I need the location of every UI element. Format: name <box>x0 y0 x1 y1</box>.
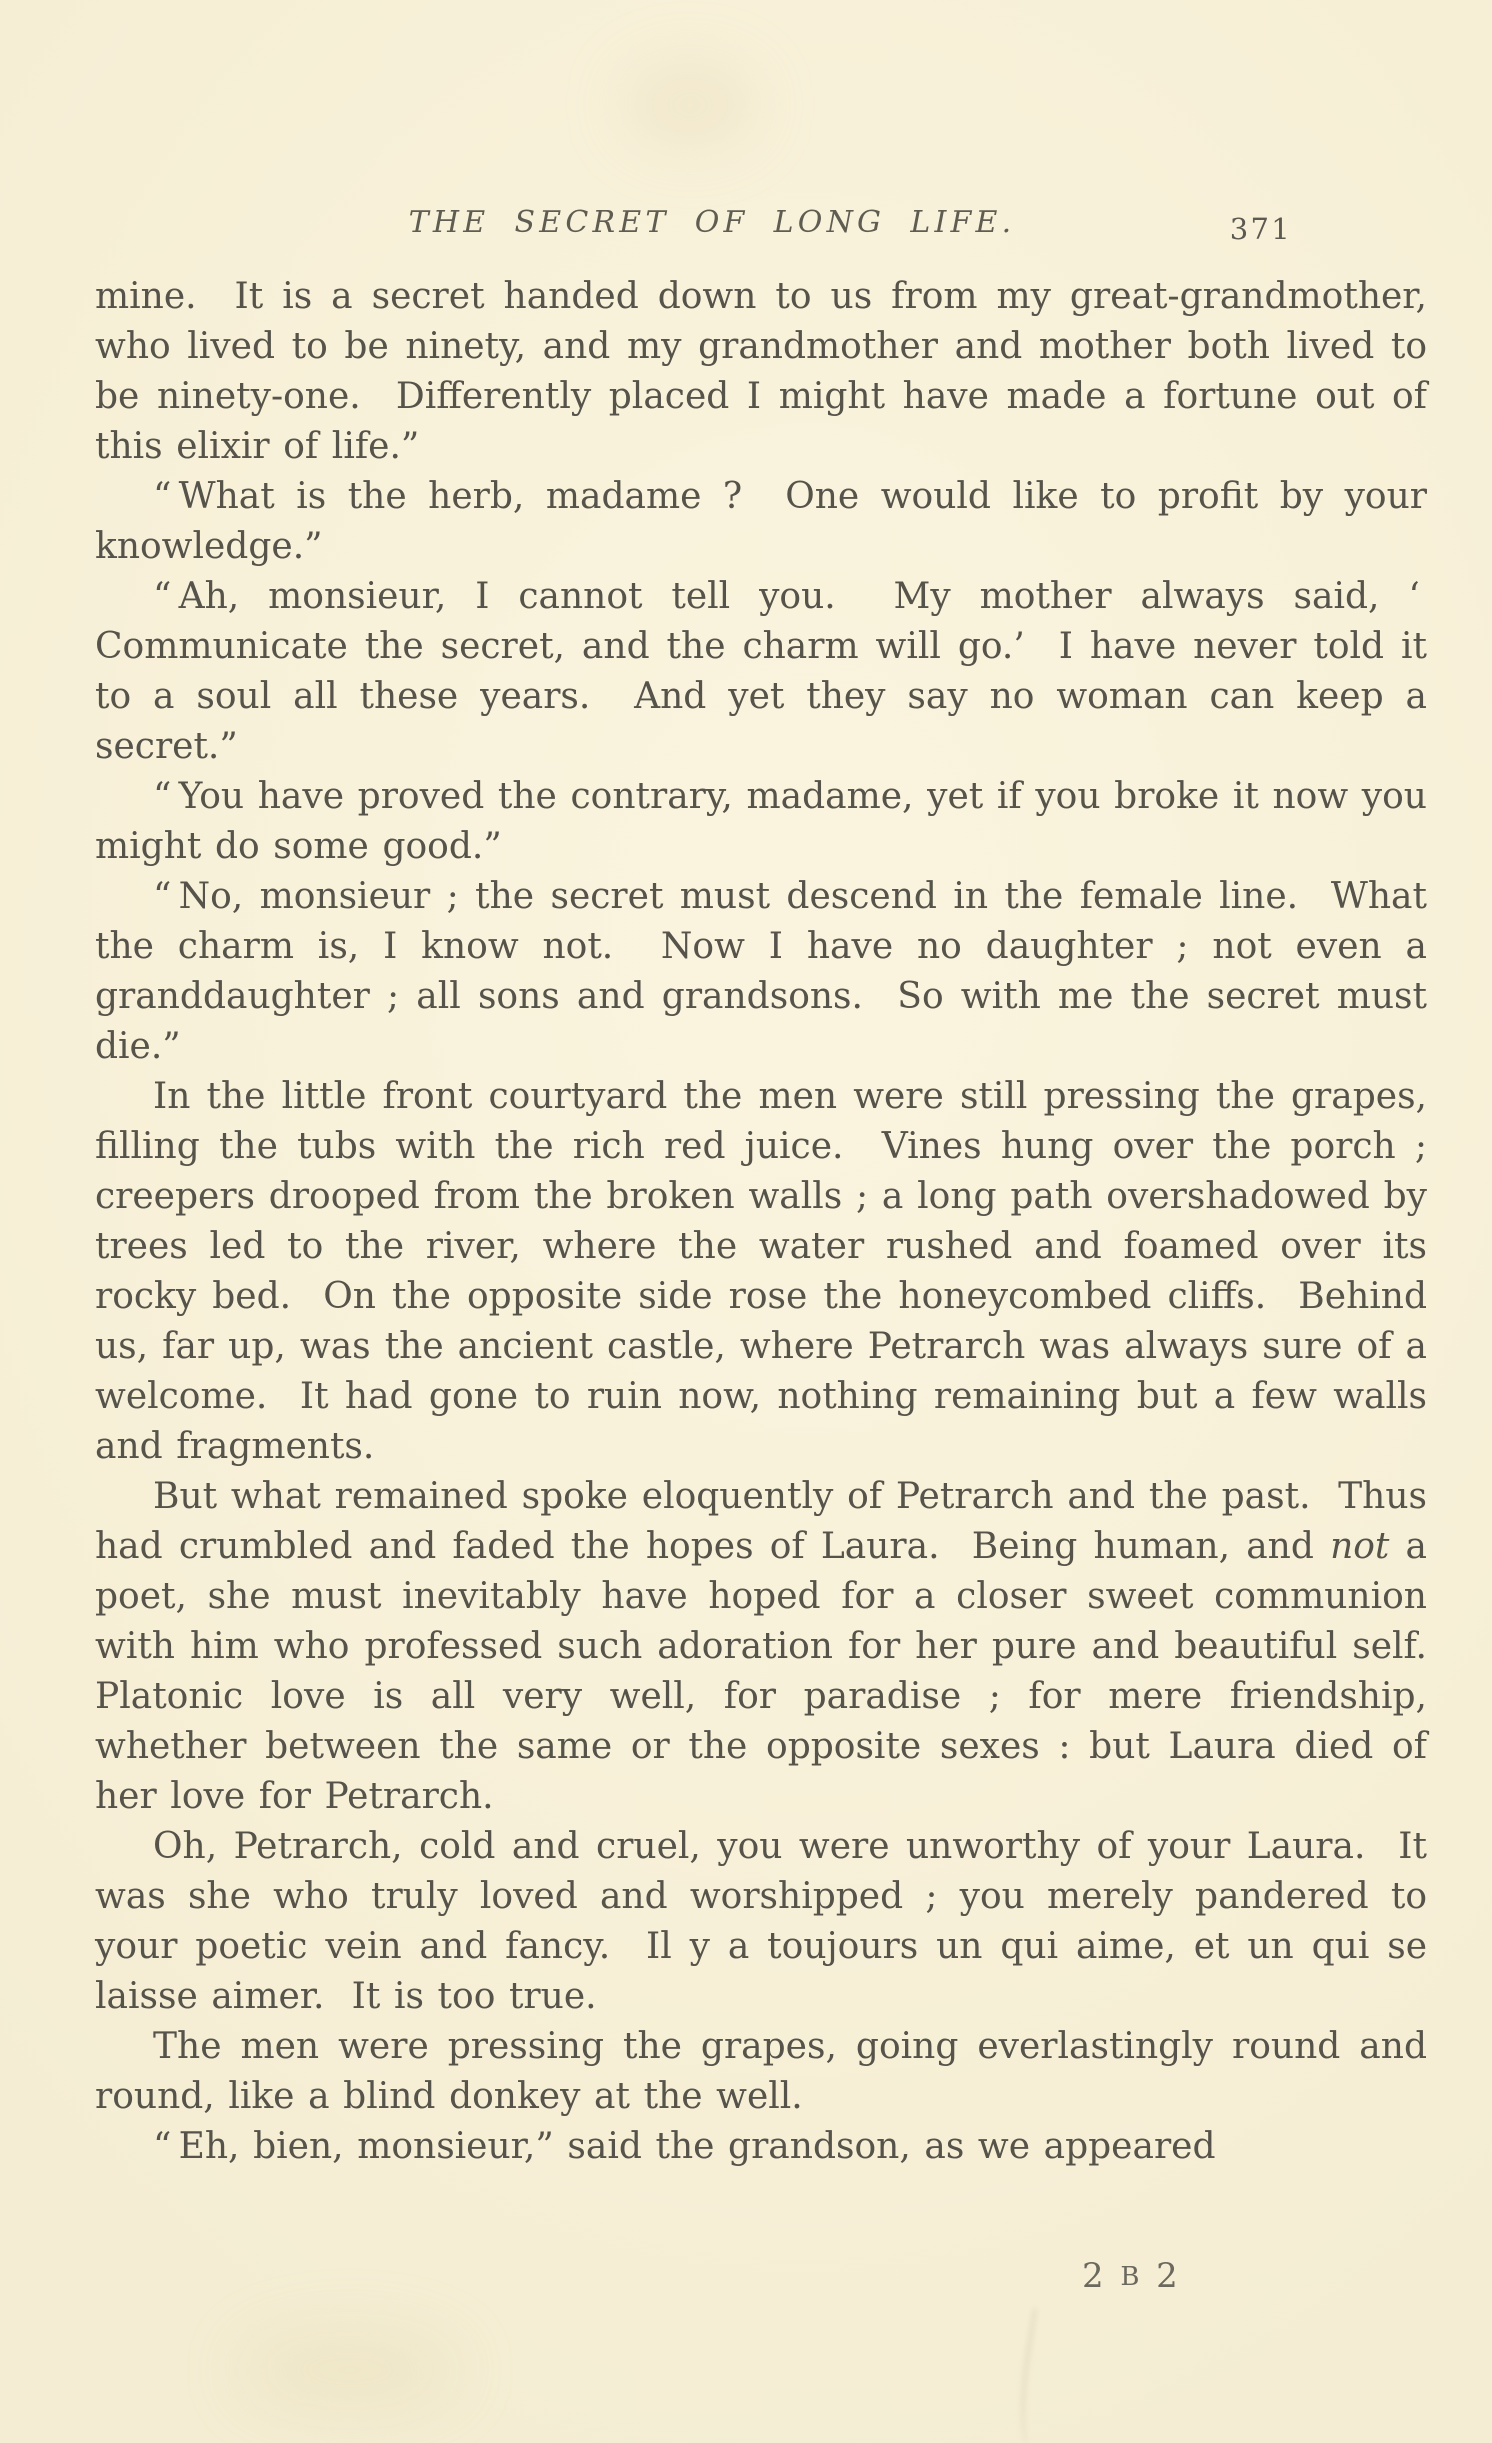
paragraph <box>95 272 1441 472</box>
paragraph <box>95 2022 1441 2122</box>
text-run: In the little front courtyard the men were still pressing the grapes, filling the tubs with the rich red juice. Vines hung over the porch ; creepers drooped from the broken walls ; a long path overshadowed by trees led to the river, where the water rushed and foamed over its rocky bed. On the opposite side rose the honeycombed cliffs. Behind us, far up, was the ancient castle, where Petrarch was always sure of a welcome. It had gone to ruin now, nothing remaining but a few walls and fragments. <box>95 1076 1441 1467</box>
paragraph <box>95 772 1441 872</box>
signature-letter: B <box>1120 2262 1141 2292</box>
text-run: “ Eh, bien, monsieur,” said the grandson, as we appeared <box>153 2126 1216 2167</box>
text-run: “ You have proved the contrary, madame, yet if you broke it now you might do some good.” <box>95 776 1441 867</box>
italic-text: not <box>1330 1526 1390 1567</box>
text-run: The men were pressing the grapes, going everlastingly round and round, like a blind donkey at the well. <box>95 2026 1441 2117</box>
paragraph <box>95 872 1441 1072</box>
paragraph <box>95 472 1441 572</box>
text-run: “ What is the herb, madame ? One would like to profit by your knowledge.” <box>95 476 1441 567</box>
text-run: Oh, Petrarch, cold and cruel, you were unworthy of your Laura. It was she who truly loved and worshipped ; you merely pandered to your poetic vein and fancy. Il y a toujours un qui aime, et un qui se laisse aimer. It is too true. <box>95 1826 1441 2017</box>
text-run: But what remained spoke eloquently of Petrarch and the past. Thus had crumbled and faded the hopes of Laura. Being human, and <box>95 1476 1441 1567</box>
text-run: a poet, she must inevitably have hoped for a closer sweet communion with him who professed such adoration for her pure and beautiful self. Platonic love is all very well, for paradise ; for mere friendship, whether between the same or the opposite sexes : but Laura died of her love for Petrarch. <box>95 1526 1455 1817</box>
paper-tone-spot <box>240 2330 460 2410</box>
paper-tone-spot <box>620 60 760 150</box>
paragraph <box>95 1072 1441 1472</box>
body-text <box>95 272 1455 2172</box>
paragraph <box>95 1472 1455 1822</box>
page-crease <box>1011 2309 1063 2443</box>
paragraph <box>95 572 1441 772</box>
page-number: 371 <box>1229 212 1292 246</box>
printers-signature <box>1082 2256 1178 2296</box>
text-run: “ Ah, monsieur, I cannot tell you. My mother always said, ‘ Communicate the secret, and the charm will go.’ I have never told it to a soul all these years. And yet they say no woman can keep a secret.” <box>95 576 1441 767</box>
running-title: THE SECRET OF LONG LIFE. <box>408 205 1016 240</box>
signature-numeral-right: 2 <box>1156 2256 1179 2296</box>
paragraph <box>95 2122 1427 2172</box>
page-header <box>95 205 1425 265</box>
signature-numeral-left: 2 <box>1082 2256 1105 2296</box>
text-run: “ No, monsieur ; the secret must descend in the female line. What the charm is, I know not. Now I have no daughter ; not even a granddaughter ; all sons and grandsons. So with me the secret must die.” <box>95 876 1441 1067</box>
paragraph <box>95 1822 1441 2022</box>
text-run: mine. It is a secret handed down to us from my great-grandmother, who lived to be ninety, and my grandmother and mother both lived to be ninety-one. Differently placed I might have made a fortune out of this elixir of life.” <box>95 276 1441 467</box>
